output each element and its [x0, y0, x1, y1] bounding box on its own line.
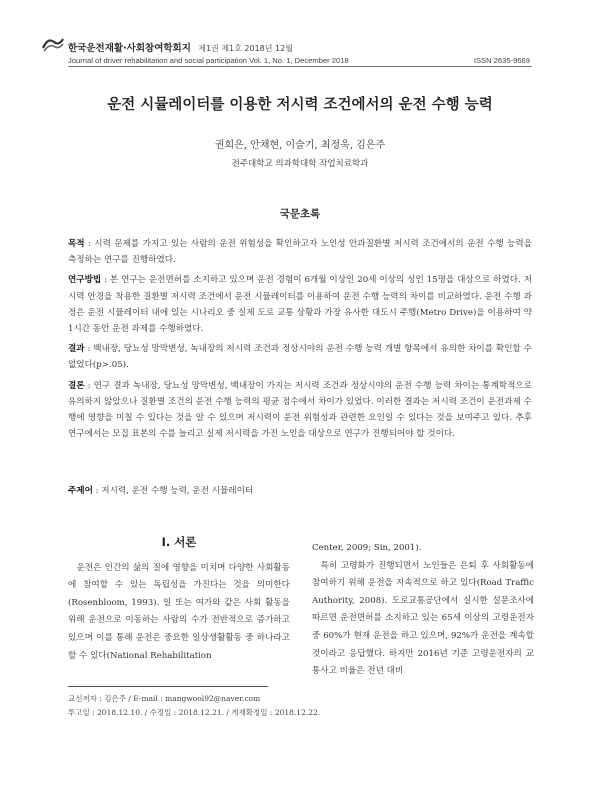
conclusion-label: 결론: [68, 380, 85, 391]
abstract-purpose: [68, 236, 532, 268]
purpose-text: : 시력 문제를 가지고 있는 사람의 운전 위험성을 확인하고자 노인성 안과질환별 저시력 조건에서의 운전 수행 능력을 측정하는 연구를 진행하였다.: [68, 239, 532, 266]
intro-continued: Center, 2009; Sin, 2001).: [312, 543, 422, 553]
issn: ISSN 2635-9669: [473, 56, 530, 65]
result-text: : 백내장, 당뇨성 망막변성, 녹내장의 저시력 조건과 정상시야의 운전 수행 능력 개별 항목에서 유의한 차이를 확인할 수 없었다(p>.05).: [68, 344, 532, 371]
intro-paragraph-2: 특히 고령화가 진행되면서 노인들은 은퇴 후 사회활동에 참여하기 위해 운전을 지속적으로 하고 있다(Road Traffic Authority, 2008). 도로교통공단에서 실시한 설문조사에 따르면 운전면허를 소지하고 있는 65세 이상의 고령운전자 중 60%가 현재 운전을 하고 있으며, 92%가 운전을 계속할 것이라고 응답했다. 하지만 2016년 기준 고령운전자의 교통사고 비율은 전년 대비: [312, 560, 534, 677]
journal-header: [68, 40, 530, 65]
method-text: : 본 연구는 운전면허를 소지하고 있으며 운전 경험이 6개월 이상인 20세 이상의 성인 15명을 대상으로 하였다. 저시력 안경을 착용한 질환별 저시력 조건에서 운전 시뮬레이터를 이용하여 운전 수행 능력의 차이를 비교하였다. 운전 수행 과정은 운전 시뮬레이터 내에 있는 시나리오 중 실제 도로 교통 상황과 가장 유사한 대도시 주행(Metro Drive)을 이용하여 약 1시간 동안 운전 과제를 수행하였다.: [68, 275, 532, 335]
journal-name-en: Journal of driver rehabilitation and social participation Vol. 1, No. 1, December 2018: [68, 56, 349, 65]
abstract: [68, 236, 532, 446]
keywords-text: : 저시력, 운전 수행 능력, 운전 시뮬레이터: [92, 486, 254, 496]
keywords: [68, 484, 253, 496]
paper-title: 운전 시뮬레이터를 이용한 저시력 조건에서의 운전 수행 능력: [107, 97, 493, 113]
journal-title-kr: [68, 40, 530, 54]
body-column-left: [68, 534, 290, 665]
journal-volume-kr: 제1권 제1호 2018년 12월: [198, 44, 293, 53]
header-divider: [68, 66, 532, 67]
purpose-label: 목적: [68, 239, 85, 249]
conclusion-text: : 연구 결과 녹내장, 당뇨성 망막변성, 백내장이 가지는 저시력 조건과 정상시야의 운전 수행 능력 차이는 통계학적으로 유의하지 않았으나 질환별 조건의 운전 수행 능력의 평균 점수에서 차이가 있었다. 이러한 결과는 저시력 조건이 운전과제 수행에 영향을 미칠 수 있다는 것을 알 수 있으며 저시력이 운전 위험성과 관련한 요인일 수 있다는 것을 보여주고 있다. 추후 연구에서는 모집 표본의 수를 늘리고 실제 저시력을 가진 노인을 대상으로 연구가 진행되어야 할 것이다.: [68, 380, 532, 440]
keywords-label: 주제어: [68, 486, 93, 496]
affiliation: 전주대학교 의과학대학 작업치료학과: [231, 159, 369, 169]
submission-dates: 투고일 : 2018.12.10. / 수정일 : 2018.12.21. / 게재확정일 : 2018.12.22.: [68, 708, 321, 717]
abstract-result: [68, 341, 532, 373]
abstract-heading: 국문초록: [279, 208, 321, 220]
intro-paragraph-1: 운전은 인간의 삶의 질에 영향을 미치며 다양한 사회활동에 참여할 수 있는 독립성을 가진다는 것을 의미한다(Rosenbloom, 1993). 일 또는 여가와 같은 사회 활동을 위해 운전으로 이동하는 사람의 수가 전반적으로 증가하고 있으며 이를 통해 운전은 중요한 일상생활활동 중 하나라고 할 수 있다(National Rehabilitation: [68, 562, 290, 661]
corresponding-author: 교신저자 : 김은주 / E-mail : mangwool92@naver.com: [68, 694, 261, 703]
authors: 권희은, 안채현, 이슬기, 최정욱, 김은주: [214, 140, 386, 151]
footnote-divider: [68, 686, 268, 687]
journal-name-kr: 한국운전재활·사회참여학회지: [68, 43, 191, 54]
method-label: 연구방법: [68, 275, 102, 286]
result-label: 결과: [68, 344, 85, 355]
abstract-method: [68, 272, 532, 337]
abstract-conclusion: [68, 378, 532, 443]
journal-logo-icon: [42, 36, 64, 52]
footnote: [68, 692, 320, 720]
section-title: Ⅰ. 서론: [161, 535, 197, 549]
journal-title-en: [68, 56, 530, 65]
body-column-right: [312, 540, 534, 681]
